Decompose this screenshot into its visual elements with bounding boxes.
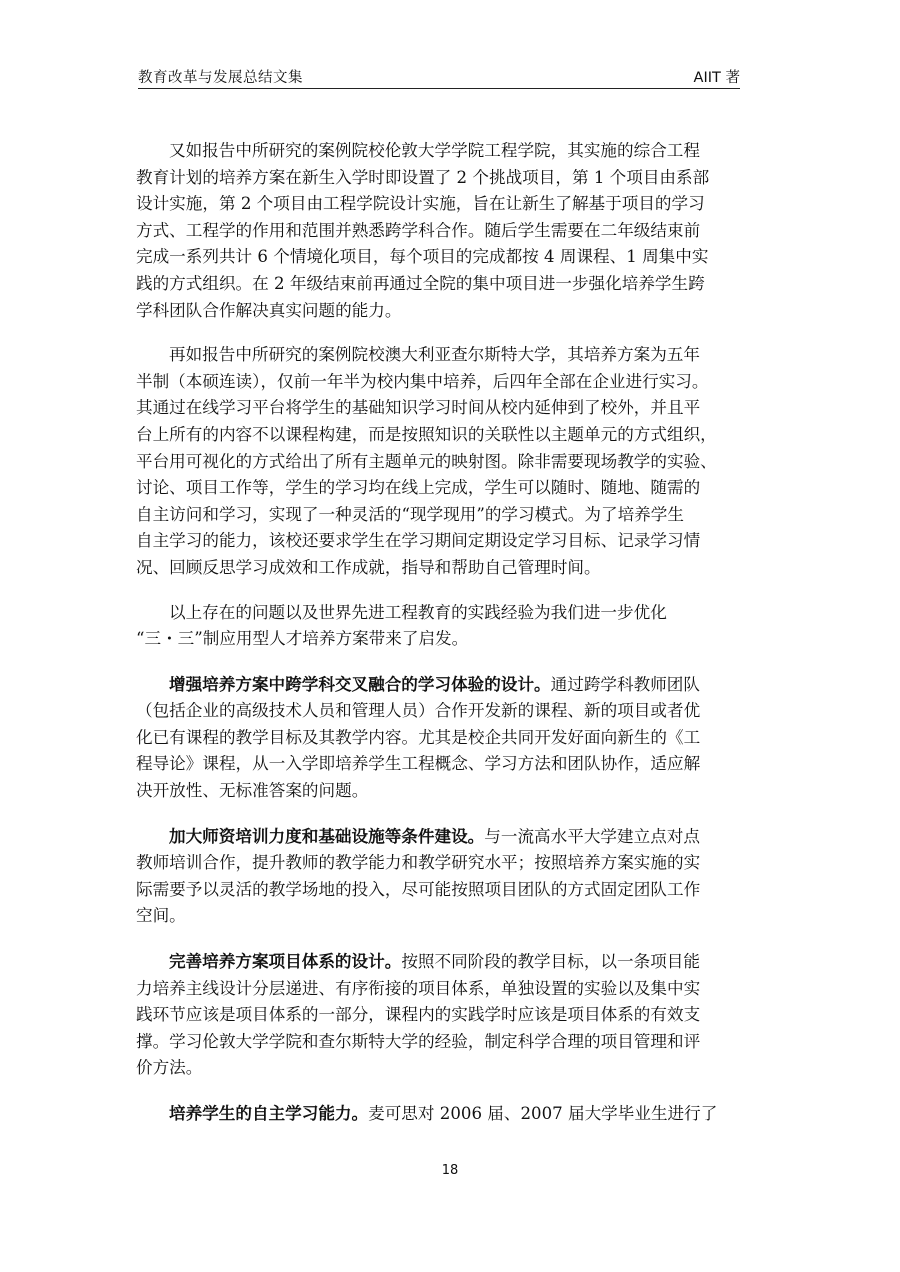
document-body bbox=[136, 138, 752, 1146]
text-line bbox=[136, 671, 752, 699]
text-line: 学科团队合作解决真实问题的能力。 bbox=[136, 300, 402, 320]
text-line: 撑。学习伦敦大学学院和查尔斯特大学的经验，制定科学合理的项目管理和评 bbox=[136, 1031, 701, 1051]
paragraph bbox=[136, 1100, 752, 1128]
header-author: AIIT 著 bbox=[693, 70, 740, 86]
text-line: 以上存在的问题以及世界先进工程教育的实践经验为我们进一步优化 bbox=[169, 602, 667, 622]
text-line: 决开放性、无标准答案的问题。 bbox=[136, 781, 369, 801]
text-line: 自主访问和学习，实现了一种灵活的“现学现用”的学习模式。为了培养学生 bbox=[136, 504, 684, 524]
text-run: 按照不同阶段的教学目标，以一条项目能 bbox=[401, 952, 700, 972]
text-line: 况、回顾反思学习成效和工作成就，指导和帮助自己管理时间。 bbox=[136, 557, 601, 577]
text-line: （包括企业的高级技术人员和管理人员）合作开发新的课程、新的项目或者优 bbox=[136, 701, 701, 721]
paragraph bbox=[136, 342, 752, 581]
header-title: 教育改革与发展总结文集 bbox=[138, 70, 303, 86]
text-line: 方式、工程学的作用和范围并熟悉跨学科合作。随后学生需要在二年级结束前 bbox=[136, 220, 701, 240]
paragraph bbox=[136, 948, 752, 1082]
text-line: 教育计划的培养方案在新生入学时即设置了 2 个挑战项目，第 1 个项目由系部 bbox=[136, 167, 710, 187]
text-line: 再如报告中所研究的案例院校澳大利亚查尔斯特大学，其培养方案为五年 bbox=[169, 345, 700, 365]
paragraph-heading: 加大师资培训力度和基础设施等条件建设。 bbox=[169, 825, 485, 846]
paragraph bbox=[136, 138, 752, 324]
text-run: 通过跨学科教师团队 bbox=[550, 674, 700, 694]
paragraph bbox=[136, 671, 752, 805]
paragraph bbox=[136, 823, 752, 930]
page-number: 18 bbox=[441, 1163, 459, 1178]
text-line: 空间。 bbox=[136, 906, 186, 926]
text-line: 台上所有的内容不以课程构建，而是按照知识的关联性以主题单元的方式组织， bbox=[136, 424, 717, 444]
text-line bbox=[136, 948, 752, 976]
text-line bbox=[136, 1100, 752, 1128]
paragraph-heading: 培养学生的自主学习能力。 bbox=[169, 1103, 369, 1123]
text-line: 半制（本硕连读），仅前一年半为校内集中培养，后四年全部在企业进行实习。 bbox=[136, 371, 709, 391]
text-line: 化已有课程的教学目标及其教学内容。尤其是校企共同开发好面向新生的《工 bbox=[136, 727, 701, 747]
text-line: “三・三”制应用型人才培养方案带来了启发。 bbox=[136, 629, 469, 649]
text-line: 力培养主线设计分层递进、有序衔接的项目体系，单独设置的实验以及集中实 bbox=[136, 978, 701, 998]
paragraph-heading: 增强培养方案中跨学科交叉融合的学习体验的设计。 bbox=[169, 673, 551, 694]
text-line: 践的方式组织。在 2 年级结束前再通过全院的集中项目进一步强化培养学生跨 bbox=[136, 273, 705, 293]
text-line: 其通过在线学习平台将学生的基础知识学习时间从校内延伸到了校外，并且平 bbox=[136, 398, 701, 418]
page-header bbox=[138, 66, 740, 89]
text-run: 麦可思对 2006 届、2007 届大学毕业生进行了 bbox=[368, 1104, 718, 1123]
text-line: 践环节应该是项目体系的一部分，课程内的实践学时应该是项目体系的有效支 bbox=[136, 1005, 701, 1025]
text-line: 价方法。 bbox=[136, 1058, 203, 1078]
text-line: 自主学习的能力，该校还要求学生在学习期间定期设定学习目标、记录学习情 bbox=[136, 531, 701, 551]
text-line bbox=[136, 823, 752, 851]
text-line: 又如报告中所研究的案例院校伦敦大学学院工程学院，其实施的综合工程 bbox=[169, 141, 700, 160]
text-line: 教师培训合作，提升教师的教学能力和教学研究水平；按照培养方案实施的实 bbox=[136, 853, 701, 873]
paragraph-heading: 完善培养方案项目体系的设计。 bbox=[169, 951, 402, 972]
text-line: 完成一系列共计 6 个情境化项目，每个项目的完成都按 4 周课程、1 周集中实 bbox=[136, 247, 709, 267]
text-line: 平台用可视化的方式给出了所有主题单元的映射图。除非需要现场教学的实验、 bbox=[136, 451, 717, 471]
text-line: 讨论、项目工作等，学生的学习均在线上完成，学生可以随时、随地、随需的 bbox=[136, 478, 701, 498]
text-line: 程导论》课程，从一入学即培养学生工程概念、学习方法和团队协作，适应解 bbox=[136, 754, 701, 774]
text-line: 际需要予以灵活的教学场地的投入，尽可能按照项目团队的方式固定团队工作 bbox=[136, 879, 701, 899]
text-line: 设计实施，第 2 个项目由工程学院设计实施，旨在让新生了解基于项目的学习 bbox=[136, 194, 705, 214]
paragraph bbox=[136, 600, 752, 653]
text-run: 与一流高水平大学建立点对点 bbox=[484, 826, 700, 846]
